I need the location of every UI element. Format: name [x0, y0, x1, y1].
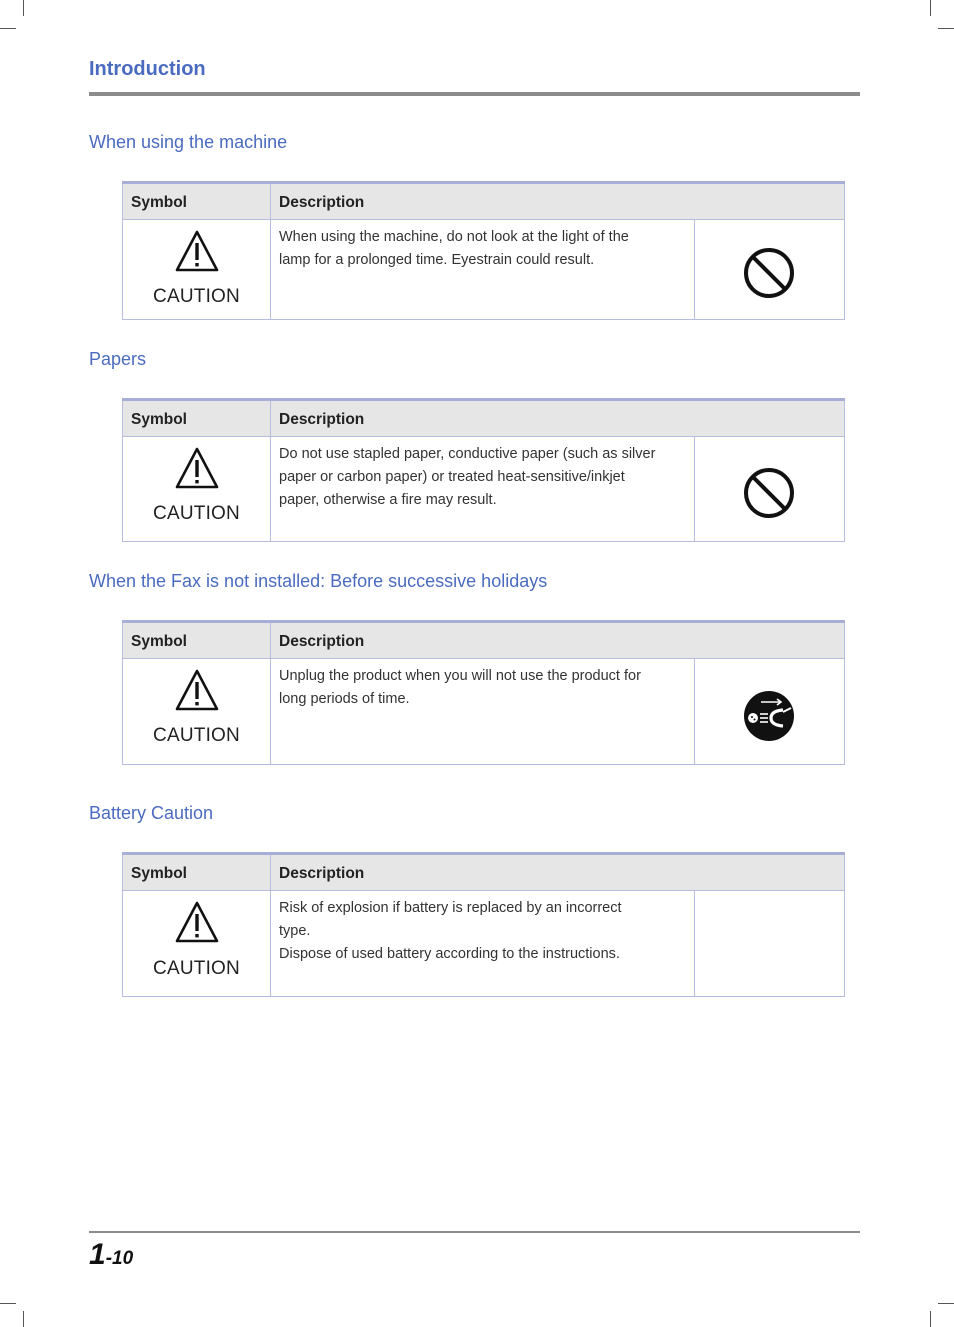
table-header: [122, 855, 845, 891]
icon-cell: [695, 437, 844, 541]
section-heading: When using the machine: [89, 132, 288, 152]
description-text: Unplug the product when you will not use the product for: [279, 668, 641, 684]
chapter-title: Introduction: [89, 58, 206, 80]
warning-triangle-icon: [174, 229, 220, 273]
warning-triangle-icon: [174, 900, 220, 944]
column-header-symbol: Symbol: [123, 401, 271, 436]
crop-mark: [938, 1303, 954, 1304]
table-row: [122, 220, 845, 320]
column-header-description: Description: [279, 194, 365, 211]
caution-table: [122, 181, 845, 320]
description-text: Dispose of used battery according to the instructions.: [279, 946, 620, 962]
crop-mark: [0, 1303, 16, 1304]
table-row: [122, 659, 845, 765]
description-cell: [271, 437, 695, 541]
caution-table: [122, 620, 845, 765]
icon-cell: [695, 220, 844, 319]
column-header-description: Description: [279, 865, 365, 882]
description-text: paper or carbon paper) or treated heat-sensitive/inkjet: [279, 469, 625, 485]
table-header: [122, 184, 845, 220]
chapter-number: 1: [89, 1238, 106, 1271]
caution-table: [122, 852, 845, 997]
symbol-cell: [123, 891, 271, 996]
description-text: When using the machine, do not look at the light of the: [279, 229, 629, 245]
symbol-cell: [123, 437, 271, 541]
section-heading: When the Fax is not installed: Before successive holidays: [89, 571, 548, 591]
crop-mark: [23, 1311, 24, 1327]
header-divider: [89, 92, 860, 96]
table-row: [122, 437, 845, 542]
column-header-description: Description: [279, 411, 365, 428]
description-cell: [271, 891, 695, 996]
caution-label: CAUTION: [153, 958, 240, 979]
caution-label: CAUTION: [153, 503, 240, 524]
description-text: type.: [279, 923, 311, 939]
section-heading: Battery Caution: [89, 803, 214, 823]
page-number: [89, 1238, 133, 1272]
description-cell: [271, 659, 695, 764]
description-cell: [271, 220, 695, 319]
crop-mark: [938, 28, 954, 29]
warning-triangle-icon: [174, 446, 220, 490]
prohibition-icon: [743, 467, 795, 519]
description-text: Do not use stapled paper, conductive paper (such as silver: [279, 446, 656, 462]
crop-mark: [23, 0, 24, 16]
crop-mark: [930, 0, 931, 16]
column-header-description: Description: [279, 633, 365, 650]
crop-mark: [930, 1311, 931, 1327]
description-text: Risk of explosion if battery is replaced by an incorrect: [279, 900, 622, 916]
description-text: paper, otherwise a fire may result.: [279, 492, 497, 508]
column-header-symbol: Symbol: [123, 855, 271, 890]
description-text: lamp for a prolonged time. Eyestrain could result.: [279, 252, 595, 268]
column-header-symbol: Symbol: [123, 184, 271, 219]
section-heading: Papers: [89, 349, 147, 369]
table-header: [122, 401, 845, 437]
icon-cell: [695, 891, 844, 996]
crop-mark: [0, 28, 16, 29]
footer-divider: [89, 1231, 860, 1233]
column-header-symbol: Symbol: [123, 623, 271, 658]
table-header: [122, 623, 845, 659]
unplug-icon: [743, 690, 795, 742]
caution-label: CAUTION: [153, 725, 240, 746]
page-suffix: -10: [105, 1248, 134, 1269]
table-row: [122, 891, 845, 997]
symbol-cell: [123, 659, 271, 764]
caution-table: [122, 398, 845, 542]
symbol-cell: [123, 220, 271, 319]
caution-label: CAUTION: [153, 286, 240, 307]
prohibition-icon: [743, 247, 795, 299]
icon-cell: [695, 659, 844, 764]
warning-triangle-icon: [174, 668, 220, 712]
description-text: long periods of time.: [279, 691, 410, 707]
